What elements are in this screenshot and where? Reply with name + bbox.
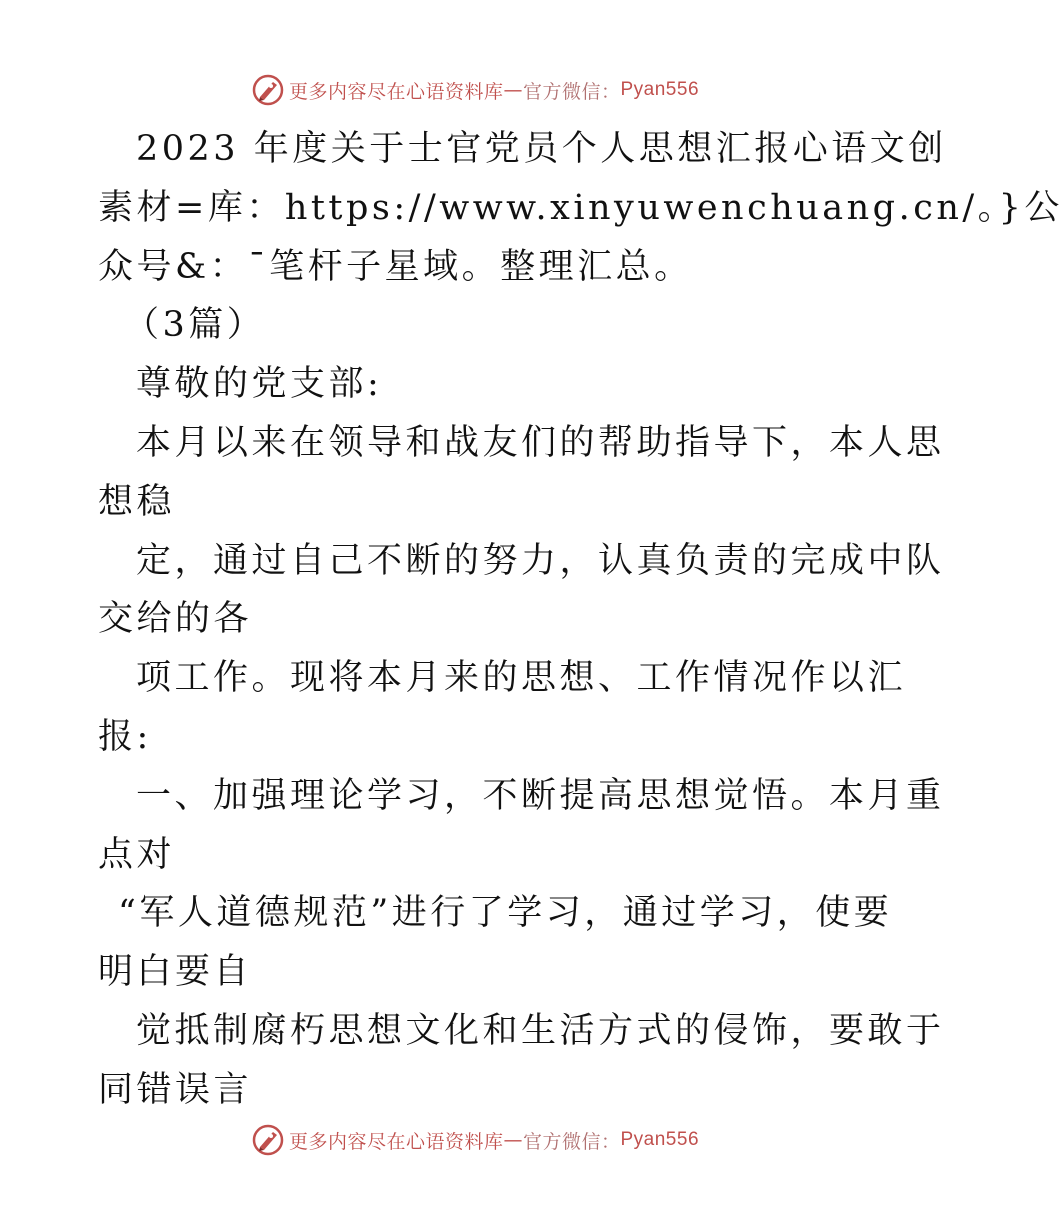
paragraph-line: 本月以来在领导和战友们的帮助指导下，本人思 (136, 422, 945, 463)
pen-logo-icon (251, 73, 285, 107)
footer-banner (0, 1118, 950, 1162)
title-line-2: 素材=库：https://www.xinyuwenchuang.cn/。}公 (98, 187, 1063, 228)
salutation: 尊敬的党支部: (136, 364, 383, 405)
header-wechat-id: Pyan556 (620, 79, 700, 100)
paragraph-line: 定，通过自己不断的努力，认真负责的完成中队 (136, 540, 945, 581)
header-banner-dash: — (503, 79, 523, 101)
document-body (98, 120, 1063, 1120)
paragraph-line: 交给的各 (98, 599, 253, 640)
footer-banner-dash: — (503, 1129, 523, 1151)
header-banner-text: 更多内容尽在心语资料库 (288, 80, 504, 103)
footer-wechat-id: Pyan556 (620, 1129, 700, 1150)
paragraph-line: 觉抵制腐朽思想文化和生活方式的侵饰，要敢于 (136, 1010, 945, 1051)
header-banner (0, 68, 950, 112)
paragraph-line: 想稳 (98, 481, 176, 522)
article-count: （3篇） (124, 305, 266, 346)
header-wechat-label: 官方微信： (522, 80, 621, 103)
section-heading-line: 一、加强理论学习，不断提高思想觉悟。本月重 (136, 775, 945, 816)
title-line-3: 众号&：¯笔杆子星域。整理汇总。 (98, 246, 693, 287)
paragraph-line: 同错误言 (98, 1069, 253, 1110)
footer-banner-text: 更多内容尽在心语资料库 (288, 1130, 504, 1153)
paragraph-line: 明白要自 (98, 952, 253, 993)
paragraph-line: “军人道德规范”进行了学习，通过学习，使要 (118, 893, 893, 934)
paragraph-line: 报: (98, 716, 152, 757)
paragraph-line: 点对 (98, 834, 176, 875)
title-line-1: 2023 年度关于士官党员个人思想汇报心语文创 (136, 129, 947, 169)
footer-wechat-label: 官方微信： (522, 1130, 621, 1153)
paragraph-line: 项工作。现将本月来的思想、工作情况作以汇 (136, 658, 907, 699)
pen-logo-icon (251, 1123, 285, 1157)
